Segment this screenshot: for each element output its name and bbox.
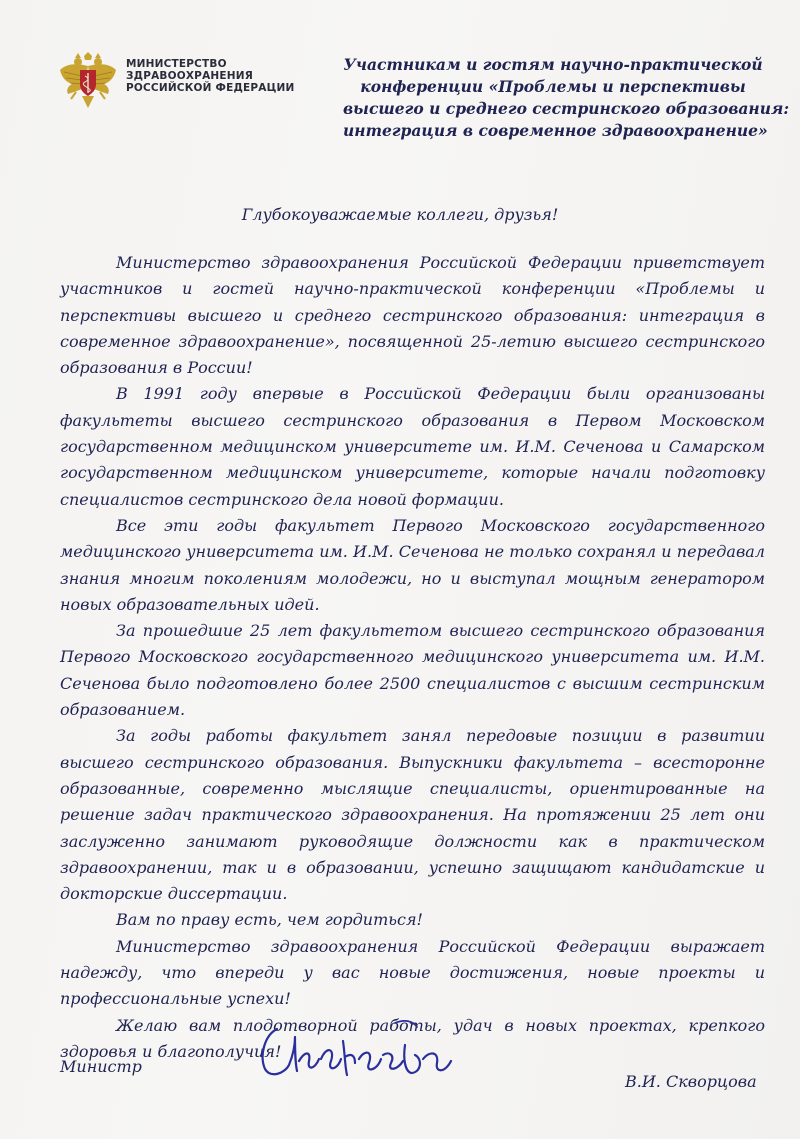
addressee-line: конференции «Проблемы и перспективы	[360, 77, 746, 96]
addressee-line: высшего и среднего сестринского образования:	[343, 99, 790, 118]
signatory-name: В.И. Скворцова	[625, 1072, 757, 1091]
addressee-block	[343, 54, 790, 142]
addressee-line: интеграция в современное здравоохранение»	[343, 121, 768, 140]
double-headed-eagle-icon	[58, 52, 118, 110]
ministry-logo	[58, 52, 318, 110]
addressee-line: Участникам и гостям научно-практической	[343, 55, 763, 74]
letter-body	[60, 250, 765, 1065]
paragraph: Министерство здравоохранения Российской Федерации выражает надежду, что впереди у вас новые достижения, новые проекты и профессиональные успехи!	[60, 936, 765, 1009]
paragraph: За годы работы факультет занял передовые позиции в развитии высшего сестринского образования. Выпускники факультета – всесторонне образованные, современно мыслящие специалисты, ориентированные на решение задач практического здравоохранения. На протяжении 25 лет они заслуженно занимают руководящие должности как в практическом здравоохранении, так и в образовании, успешно защищают кандидатские и докторские диссертации.	[60, 726, 765, 904]
ministry-name	[126, 58, 295, 94]
signature-stroke	[263, 1029, 451, 1075]
paragraph: Министерство здравоохранения Российской Федерации приветствует участников и гостей научно-практической конференции «Проблемы и перспективы высшего и среднего сестринского образования: интеграция в современное здравоохранение», посвященной 25-летию высшего сестринского образования в России!	[60, 253, 765, 378]
ministry-name-line: ЗДРАВООХРАНЕНИЯ	[126, 70, 254, 82]
paragraph: Желаю вам плодотворной работы, удач в новых проектах, крепкого здоровья и благополучия!	[60, 1015, 765, 1061]
handwritten-signature	[255, 1015, 470, 1097]
ministry-name-line: РОССИЙСКОЙ ФЕДЕРАЦИИ	[126, 82, 295, 94]
paragraph: Вам по праву есть, чем гордиться!	[116, 910, 423, 930]
paragraph: За прошедшие 25 лет факультетом высшего сестринского образования Первого Московского государственного медицинского университета им. И.М. Сеченова было подготовлено более 2500 специалистов с высшим сестринским образованием.	[60, 621, 765, 720]
signatory-role: Министр	[60, 1057, 142, 1076]
salutation: Глубокоуважаемые коллеги, друзья!	[241, 205, 559, 224]
paragraph: Все эти годы факультет Первого Московского государственного медицинского университета им. И.М. Сеченова не только сохранял и передавал знания многим поколениям молодежи, но и выступал мощным генератором новых образовательных идей.	[60, 515, 765, 614]
ministry-name-line: МИНИСТЕРСТВО	[126, 58, 227, 70]
paragraph: В 1991 году впервые в Российской Федерации были организованы факультеты высшего сестринского образования в Первом Московском государственном медицинском университете им. И.М. Сеченова и Самарском государственном медицинском университете, которые начали подготовку специалистов сестринского дела новой формации.	[60, 384, 765, 509]
